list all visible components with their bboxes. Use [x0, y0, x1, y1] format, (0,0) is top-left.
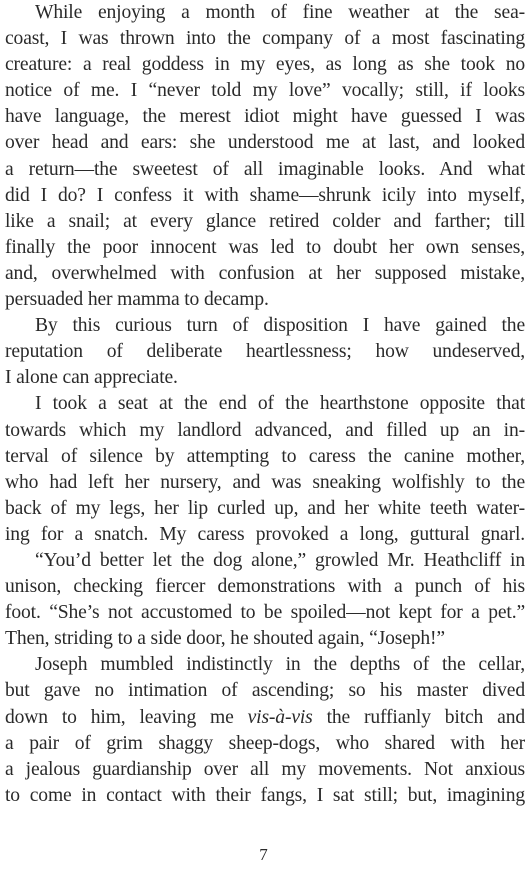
- paragraph-1: [5, 0, 525, 313]
- text-run: down to him, leaving me: [5, 706, 248, 728]
- text-line: I took a seat at the end of the hearthstone opposite that: [35, 393, 525, 415]
- body-text: [5, 0, 525, 809]
- text-line: a jealous guardianship over all my movements. Not anxious: [5, 758, 525, 780]
- page-number: 7: [259, 845, 268, 864]
- text-line: have language, the merest idiot might have guessed I was: [5, 106, 525, 128]
- text-line: a pair of grim shaggy sheep-dogs, who shared with her: [5, 732, 525, 754]
- paragraph-5: [5, 652, 525, 809]
- text-line: I alone can appreciate.: [5, 367, 178, 389]
- paragraph-3: [5, 391, 525, 548]
- text-line: towards which my landlord advanced, and filled up an in-: [5, 419, 525, 441]
- text-line: unison, checking fiercer demonstrations with a punch of his: [5, 576, 525, 598]
- text-line: finally the poor innocent was led to doubt her own senses,: [5, 236, 525, 258]
- text-line: like a snail; at every glance retired colder and farther; till: [5, 210, 525, 232]
- text-line-italic: [5, 705, 525, 731]
- text-line: While enjoying a month of fine weather at the sea-: [35, 2, 525, 23]
- text-line: notice of me. I “never told my love” vocally; still, if looks: [5, 80, 525, 102]
- text-run: the ruffianly bitch and: [312, 706, 525, 728]
- text-line: did I do? I confess it with shame—shrunk icily into myself,: [5, 184, 525, 206]
- text-line: but gave no intimation of ascending; so his master dived: [5, 680, 525, 702]
- paragraph-4: [5, 548, 525, 652]
- text-line: “You’d better let the dog alone,” growled Mr. Heathcliff in: [35, 549, 525, 571]
- text-line: to come in contact with their fangs, I sat still; but, imagining: [5, 784, 525, 806]
- paragraph-2: [5, 313, 525, 391]
- text-line: who had left her nursery, and was sneaking wolfishly to the: [5, 471, 525, 493]
- text-line: creature: a real goddess in my eyes, as long as she took no: [5, 54, 525, 76]
- text-line: Then, striding to a side door, he shouted again, “Joseph!”: [5, 628, 445, 650]
- text-line: over head and ears: she understood me at last, and looked: [5, 132, 525, 154]
- text-line: back of my legs, her lip curled up, and her white teeth water-: [5, 497, 525, 519]
- italic-text-run: vis-à-vis: [247, 706, 313, 728]
- text-line: terval of silence by attempting to caress the canine mother,: [5, 445, 525, 467]
- text-line: Joseph mumbled indistinctly in the depths of the cellar,: [35, 654, 525, 676]
- text-line: foot. “She’s not accustomed to be spoiled—not kept for a pet.”: [5, 602, 525, 624]
- text-line: reputation of deliberate heartlessness; how undeserved,: [5, 341, 525, 363]
- text-line: coast, I was thrown into the company of a most fascinating: [5, 28, 525, 50]
- text-line: By this curious turn of disposition I have gained the: [35, 315, 525, 337]
- text-line: a return—the sweetest of all imaginable looks. And what: [5, 158, 525, 180]
- text-line: persuaded her mamma to decamp.: [5, 289, 269, 311]
- text-line: ing for a snatch. My caress provoked a long, guttural gnarl.: [5, 523, 525, 545]
- text-line: and, overwhelmed with confusion at her supposed mistake,: [5, 262, 525, 284]
